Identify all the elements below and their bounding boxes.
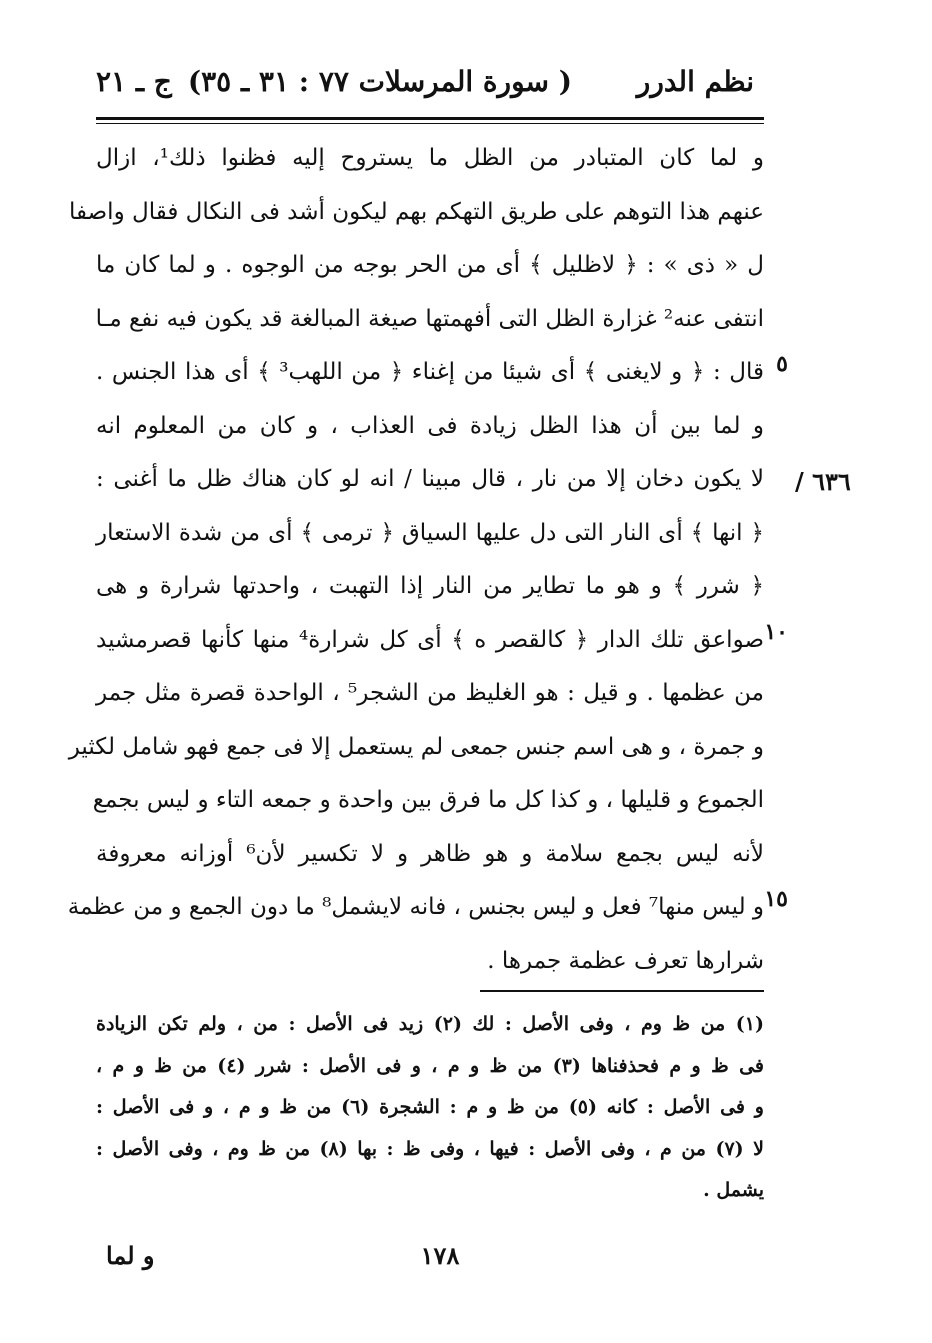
text-line: و ليس منها⁷ فعل و ليس بجنس ، فانه لايشمل⁸ ما دون الجمع و من عظمة	[67, 894, 764, 920]
text-line: و لما كان المتبادر من الظل ما يستروح إليه فظنوا ذلك¹، ازال	[96, 145, 764, 171]
footnote-line: لا (٧) من م ، وفى الأصل : فيها ، وفى ظ : بها (٨) من ظ وم ، وفى الأصل :	[96, 1137, 764, 1160]
footnote-line: (١) من ظ وم ، وفى الأصل : لك (٢) زيد فى الأصل : من ، ولم تكن الزيادة	[96, 1013, 765, 1035]
text-line: عنهم هذا التوهم على طريق التهكم بهم ليكون أشد فى النكال فقال واصفا	[69, 198, 764, 225]
text-line: من عظمها . و قيل : هو الغليظ من الشجر⁵ ، الواحدة قصرة مثل جمر	[96, 680, 764, 706]
line-number-5: ٥	[776, 351, 788, 377]
text-line: انتفى عنه² غزارة الظل التى أفهمتها صيغة المبالغة قد يكون فيه نفع مـا	[95, 305, 764, 332]
header-rule-thin	[96, 123, 764, 124]
text-line: ﴿ شرر ﴾ و هو ما تطاير من النار إذا التهبت ، واحدتها شرارة و هى	[96, 573, 764, 599]
text-line: ل « ذى » : ﴿ لاظليل ﴾ أى من الحر بوجه من الوجوه . و لما كان ما	[96, 252, 764, 278]
text-line: لا يكون دخان إلا من نار ، قال مبينا / انه لو كان هناك ظل ما أغنى :	[96, 466, 764, 492]
text-line: الجموع و قليلها ، و كذا كل ما فرق بين واحدة و جمعه التاء و ليس بجمع	[92, 787, 764, 813]
line-number-10: ١٠	[764, 619, 788, 645]
book-title: نظم الدرر	[636, 65, 754, 98]
line-number-15: ١٥	[764, 886, 788, 912]
surah-reference: ( سورة المرسلات ٧٧ : ٣١ ـ ٣٥)	[187, 65, 572, 98]
text-line: و لما بين أن هذا الظل زيادة فى العذاب ، و كان من المعلوم انه	[96, 412, 764, 439]
text-line: ﴿ انها ﴾ أى النار التى دل عليها السياق ﴿ ترمى ﴾ أى من شدة الاستعار	[96, 519, 764, 546]
catchword: و لما	[106, 1241, 155, 1270]
footnote-line: يشمل .	[703, 1179, 764, 1201]
main-text	[67, 132, 765, 988]
footnote-line: فى ظ و م فحذفناها (٣) من ظ و م ، و فى الأصل : شرر (٤) من ظ و م ،	[96, 1054, 764, 1077]
footnote-line: و فى الأصل : كانه (٥) من ظ و م : الشجرة (٦) من ظ و م ، و فى الأصل :	[96, 1096, 764, 1118]
text-line: قال : ﴿ و لايغنى ﴾ أى شيئا من إغناء ﴿ من اللهب³ ﴾ أى هذا الجنس .	[96, 359, 765, 385]
page-number: ١٧٨	[420, 1241, 460, 1270]
text-line: شرارها تعرف عظمة جمرها .	[487, 947, 764, 974]
header-rule-thick	[96, 117, 764, 120]
footnote-rule	[480, 990, 764, 992]
text-line: لأنه ليس بجمع سلامة و هو ظاهر و لا تكسير لأن⁶ أوزانه معروفة	[96, 840, 765, 867]
text-line: و جمرة ، و هى اسم جنس جمعى لم يستعمل إلا فى جمع فهو شامل لكثير	[68, 733, 764, 760]
volume-reference: ج ـ ٢١	[96, 65, 172, 98]
footnotes	[96, 1004, 764, 1212]
text-line: صواعق تلك الدار ﴿ كالقصر ه ﴾ أى كل شرارة⁴ منها كأنها قصرمشيد	[96, 626, 764, 653]
margin-page-reference: ٦٣٦ /	[795, 467, 851, 496]
